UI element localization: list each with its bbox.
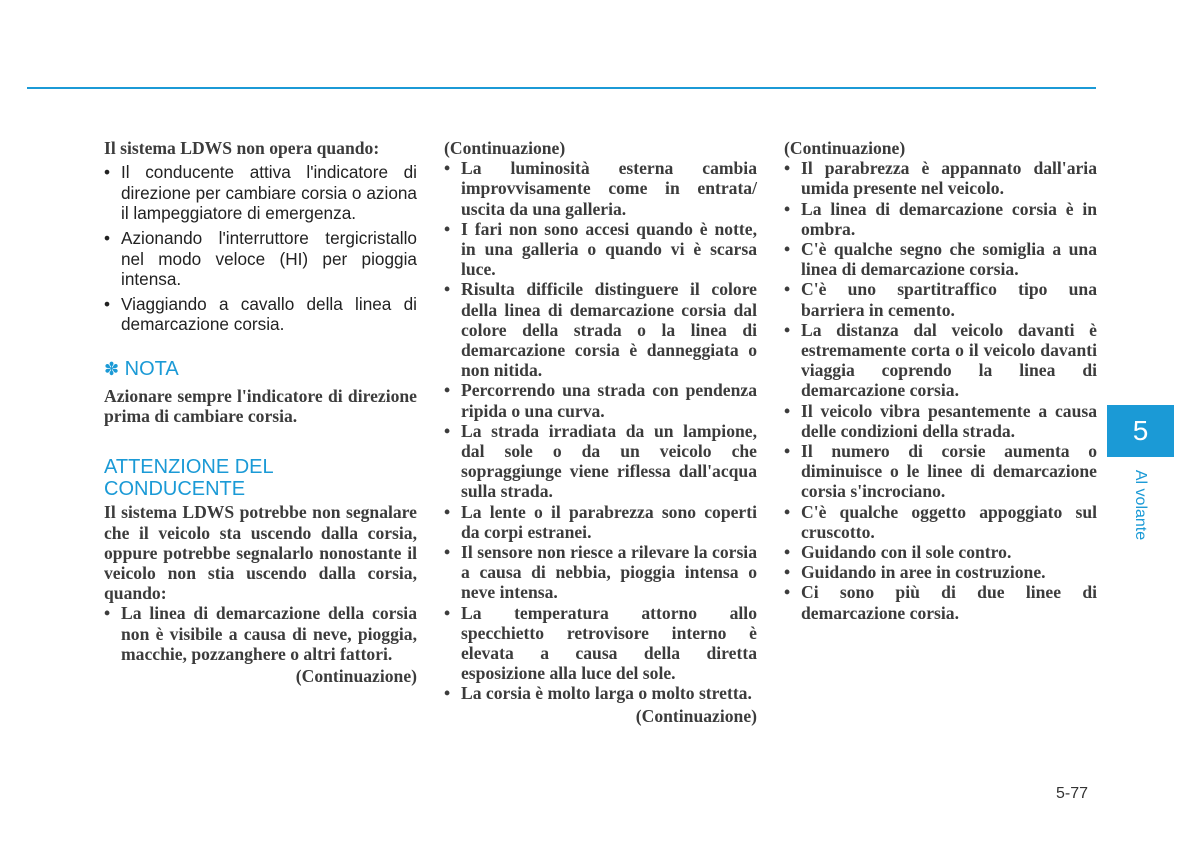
header-rule — [27, 87, 1096, 89]
ldws-intro: Il sistema LDWS non opera quando: — [104, 138, 380, 158]
list-item: • Guidando in aree in costruzione. — [784, 562, 1046, 583]
list-item: • La strada irradiata da un lampione, dal sole o da un veicolo che sopraggiunge viene riflessa dall'acqua sulla strada. — [444, 420, 757, 502]
list-item: • C'è qualche oggetto appoggiato sul cruscotto. — [784, 501, 1097, 542]
bullet-icon: • — [784, 400, 791, 421]
bullet-icon: • — [444, 380, 451, 401]
conditions-bullet-list — [444, 158, 757, 703]
chapter-label: Al volante — [1132, 469, 1149, 541]
list-item: • Viaggiando a cavallo della linea di demarcazione corsia. — [104, 293, 417, 335]
list-item: • La temperatura attorno allo specchietto retrovisore interno è elevata a causa della diretta esposizione alla luce del sole. — [444, 602, 757, 684]
continuation-label: (Continuazione) — [784, 138, 906, 158]
list-item: • La corsia è molto larga o molto stretta. — [444, 683, 752, 704]
list-item: • I fari non sono accesi quando è notte, in una galleria o quando vi è scarsa luce. — [444, 218, 757, 280]
bullet-icon: • — [444, 279, 451, 300]
bullet-icon: • — [104, 603, 111, 624]
bullet-icon: • — [104, 162, 111, 183]
list-item: • Risulta difficile distinguere il colore della linea di demarcazione corsia dal colore della strada o la linea di demarcazione corsia è danneggiata o non nitida. — [444, 279, 757, 381]
continuation-label: (Continuazione) — [635, 705, 757, 726]
page-number: 5-77 — [1056, 785, 1089, 802]
bullet-icon: • — [784, 582, 791, 603]
bullet-icon: • — [784, 562, 791, 583]
attention-bullet-list — [104, 603, 417, 664]
list-item: • Azionando l'interruttore tergicristallo nel modo veloce (HI) per pioggia intensa. — [104, 227, 417, 290]
conditions-bullet-list — [784, 158, 1097, 623]
bullet-icon: • — [784, 198, 791, 219]
bullet-icon: • — [104, 293, 111, 314]
list-item: • C'è qualche segno che somiglia a una linea di demarcazione corsia. — [784, 239, 1097, 280]
list-item: • La linea di demarcazione della corsia non è visibile a causa di neve, pioggia, macchie, pozzanghere o altri fattori. — [104, 603, 417, 664]
attention-text: Il sistema LDWS potrebbe non segnalare che il veicolo sta uscendo dalla corsia, oppure potrebbe segnalarlo nonostante il veicolo non stia uscendo dalla corsia, quando: — [104, 502, 417, 604]
asterisk-icon: ✽ — [104, 358, 120, 380]
bullet-icon: • — [444, 158, 451, 179]
bullet-icon: • — [444, 683, 451, 704]
list-item: • Il parabrezza è appannato dall'aria umida presente nel veicolo. — [784, 158, 1097, 199]
list-item: • Il conducente attiva l'indicatore di direzione per cambiare corsia o aziona il lampeggiatore di emergenza. — [104, 162, 417, 224]
continuation-label: (Continuazione) — [444, 138, 566, 158]
nota-text: Azionare sempre l'indicatore di direzione prima di cambiare corsia. — [104, 385, 417, 427]
bullet-icon: • — [784, 319, 791, 340]
chapter-tab: 5 — [1107, 405, 1174, 457]
nota-heading: ✽ NOTA — [104, 357, 179, 380]
bullet-icon: • — [784, 441, 791, 462]
list-item: • Il veicolo vibra pesantemente a causa delle condizioni della strada. — [784, 400, 1097, 441]
attention-heading: ATTENZIONE DEL CONDUCENTE — [104, 456, 273, 501]
list-item: • Il numero di corsie aumenta o diminuisce o le linee di demarcazione corsia s'incrociano. — [784, 441, 1097, 502]
list-item: • La distanza dal veicolo davanti è estremamente corta o il veicolo davanti viaggia coprendo la linea di demarcazione corsia. — [784, 319, 1097, 401]
column-2 — [444, 138, 757, 726]
ldws-bullet-list — [104, 162, 417, 335]
list-item: • C'è uno spartitraffico tipo una barriera in cemento. — [784, 279, 1097, 320]
bullet-icon: • — [444, 218, 451, 239]
bullet-icon: • — [784, 542, 791, 563]
list-item: • Ci sono più di due linee di demarcazione corsia. — [784, 582, 1097, 623]
bullet-icon: • — [444, 602, 451, 623]
list-item: • La lente o il parabrezza sono coperti da corpi estranei. — [444, 501, 757, 542]
list-item: • La linea di demarcazione corsia è in ombra. — [784, 198, 1097, 239]
bullet-icon: • — [444, 501, 451, 522]
bullet-icon: • — [784, 239, 791, 260]
bullet-icon: • — [784, 158, 791, 179]
list-item: • Percorrendo una strada con pendenza ripida o una curva. — [444, 380, 757, 421]
column-1 — [104, 138, 417, 686]
list-item: • Il sensore non riesce a rilevare la corsia a causa di nebbia, pioggia intensa o neve intensa. — [444, 542, 757, 603]
column-3 — [784, 138, 1097, 623]
bullet-icon: • — [784, 501, 791, 522]
list-item: • Guidando con il sole contro. — [784, 542, 1012, 563]
bullet-icon: • — [444, 420, 451, 441]
bullet-icon: • — [444, 542, 451, 563]
continuation-label: (Continuazione) — [295, 665, 417, 686]
bullet-icon: • — [104, 227, 111, 248]
list-item: • La luminosità esterna cambia improvvisamente come in entrata/ uscita da una galleria. — [444, 158, 757, 219]
bullet-icon: • — [784, 279, 791, 300]
